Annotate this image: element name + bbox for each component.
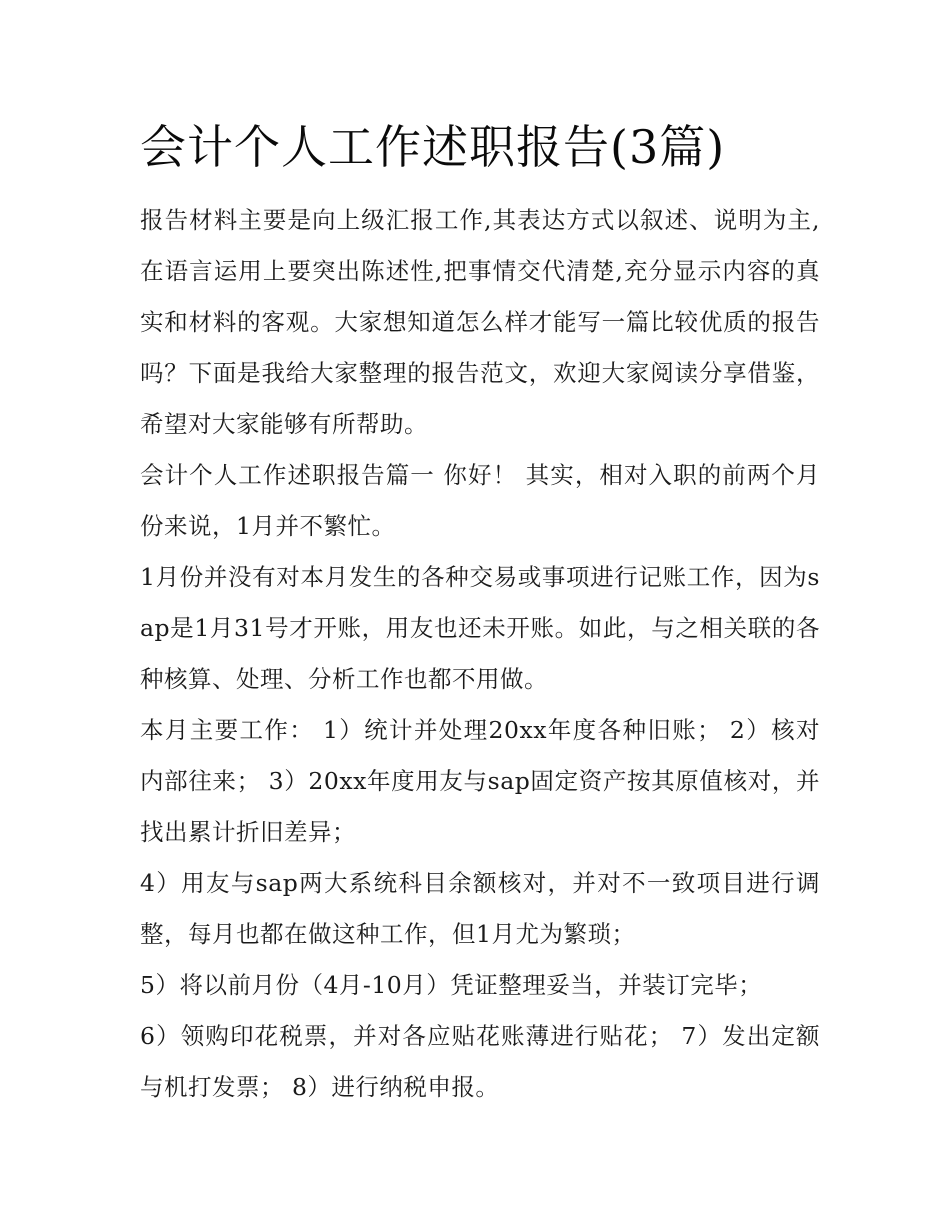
document-title: 会计个人工作述职报告(3篇) bbox=[140, 120, 726, 174]
intro-paragraph: 报告材料主要是向上级汇报工作,其表达方式以叙述、说明为主,在语言运用上要突出陈述性,把事情交代清楚,充分显示内容的真实和材料的客观。大家想知道怎么样才能写一篇比较优质的报告吗？下面是我给大家整理的报告范文，欢迎大家阅读分享借鉴，希望对大家能够有所帮助。 bbox=[140, 206, 820, 438]
paragraph-item-4: 4）用友与sap两大系统科目余额核对，并对不一致项目进行调整，每月也都在做这种工作，但1月尤为繁琐； bbox=[140, 869, 820, 948]
paragraph-item-6-8: 6）领购印花税票，并对各应贴花账薄进行贴花； 7）发出定额与机打发票； 8）进行纳税申报。 bbox=[140, 1022, 820, 1101]
paragraph-report-opening: 会计个人工作述职报告篇一 你好！ 其实，相对入职的前两个月份来说，1月并不繁忙。 bbox=[140, 461, 820, 540]
paragraph-main-work: 本月主要工作： 1）统计并处理20xx年度各种旧账； 2）核对内部往来； 3）20xx年度用友与sap固定资产按其原值核对，并找出累计折旧差异； bbox=[140, 716, 820, 846]
paragraph-item-5: 5）将以前月份（4月-10月）凭证整理妥当，并装订完毕； bbox=[140, 971, 763, 999]
document-body bbox=[140, 112, 820, 1113]
paragraph-january-bookkeeping: 1月份并没有对本月发生的各种交易或事项进行记账工作，因为sap是1月31号才开账，用友也还未开账。如此，与之相关联的各种核算、处理、分析工作也都不用做。 bbox=[140, 563, 820, 693]
